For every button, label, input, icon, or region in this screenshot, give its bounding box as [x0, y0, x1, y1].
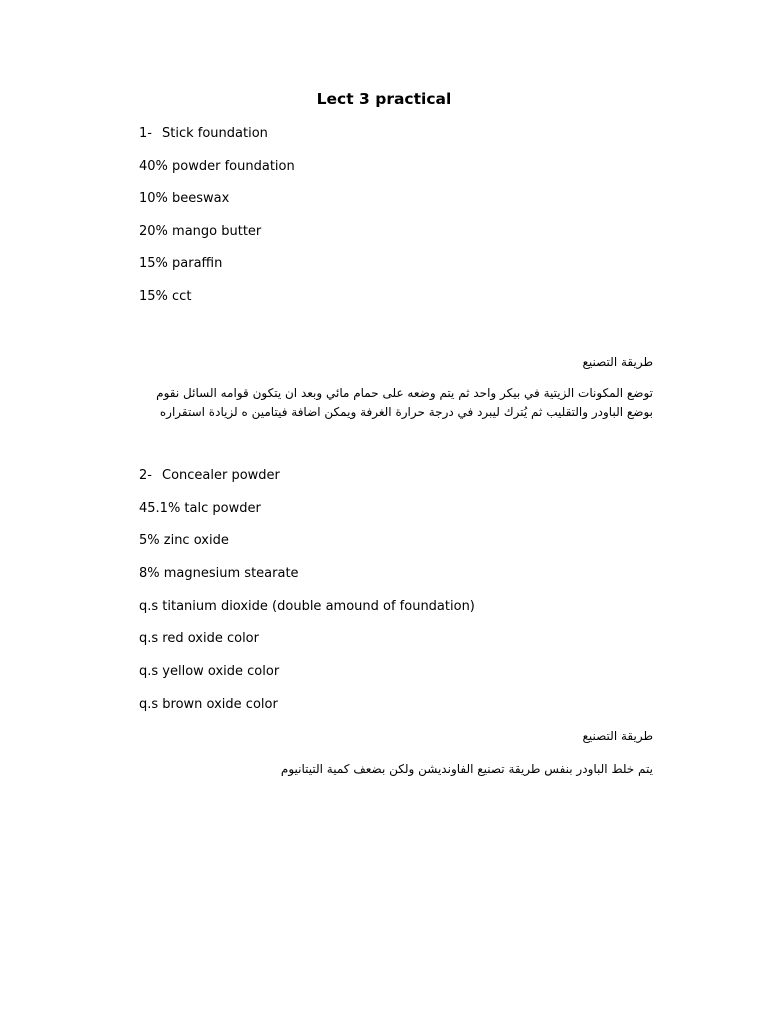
ingredient-line: 40% powder foundation	[139, 159, 295, 174]
section2-number: 2-	[139, 468, 152, 483]
section1-method-line: توضع المكونات الزيتية في بيكر واحد ثم يتم وضعه على حمام مائي وبعد ان يتكون قوامه السائل نقوم	[156, 386, 653, 400]
ingredient-line: 20% mango butter	[139, 224, 262, 239]
section1-heading	[139, 125, 268, 143]
section1-method-heading: طريقة التصنيع	[582, 355, 653, 369]
ingredient-line: 10% beeswax	[139, 191, 230, 206]
ingredient-line: 15% cct	[139, 289, 192, 304]
ingredient-line: q.s titanium dioxide (double amound of foundation)	[139, 599, 475, 614]
ingredient-line: 45.1% talc powder	[139, 501, 261, 516]
ingredient-line: q.s yellow oxide color	[139, 664, 280, 679]
section2-heading	[139, 467, 280, 485]
section1-heading-text: Stick foundation	[162, 126, 268, 141]
section2-method-heading: طريقة التصنيع	[582, 729, 653, 743]
ingredient-line: 15% paraffin	[139, 256, 223, 271]
section2-method-line: يتم خلط الباودر بنفس طريقة تصنيع الفاونديشن ولكن بضعف كمية التيتانيوم	[280, 762, 653, 776]
ingredient-line: 8% magnesium stearate	[139, 566, 299, 581]
section1-method-line: بوضع الباودر والتقليب ثم يُترك ليبرد في درجة حرارة الغرفة ويمكن اضافة فيتامين ه لزيادة استقراره	[159, 405, 653, 419]
ingredient-line: q.s brown oxide color	[139, 697, 278, 712]
section2-heading-text: Concealer powder	[162, 468, 280, 483]
page-title: Lect 3 practical	[316, 90, 452, 108]
ingredient-line: q.s red oxide color	[139, 631, 259, 646]
section1-number: 1-	[139, 126, 152, 141]
ingredient-line: 5% zinc oxide	[139, 533, 229, 548]
